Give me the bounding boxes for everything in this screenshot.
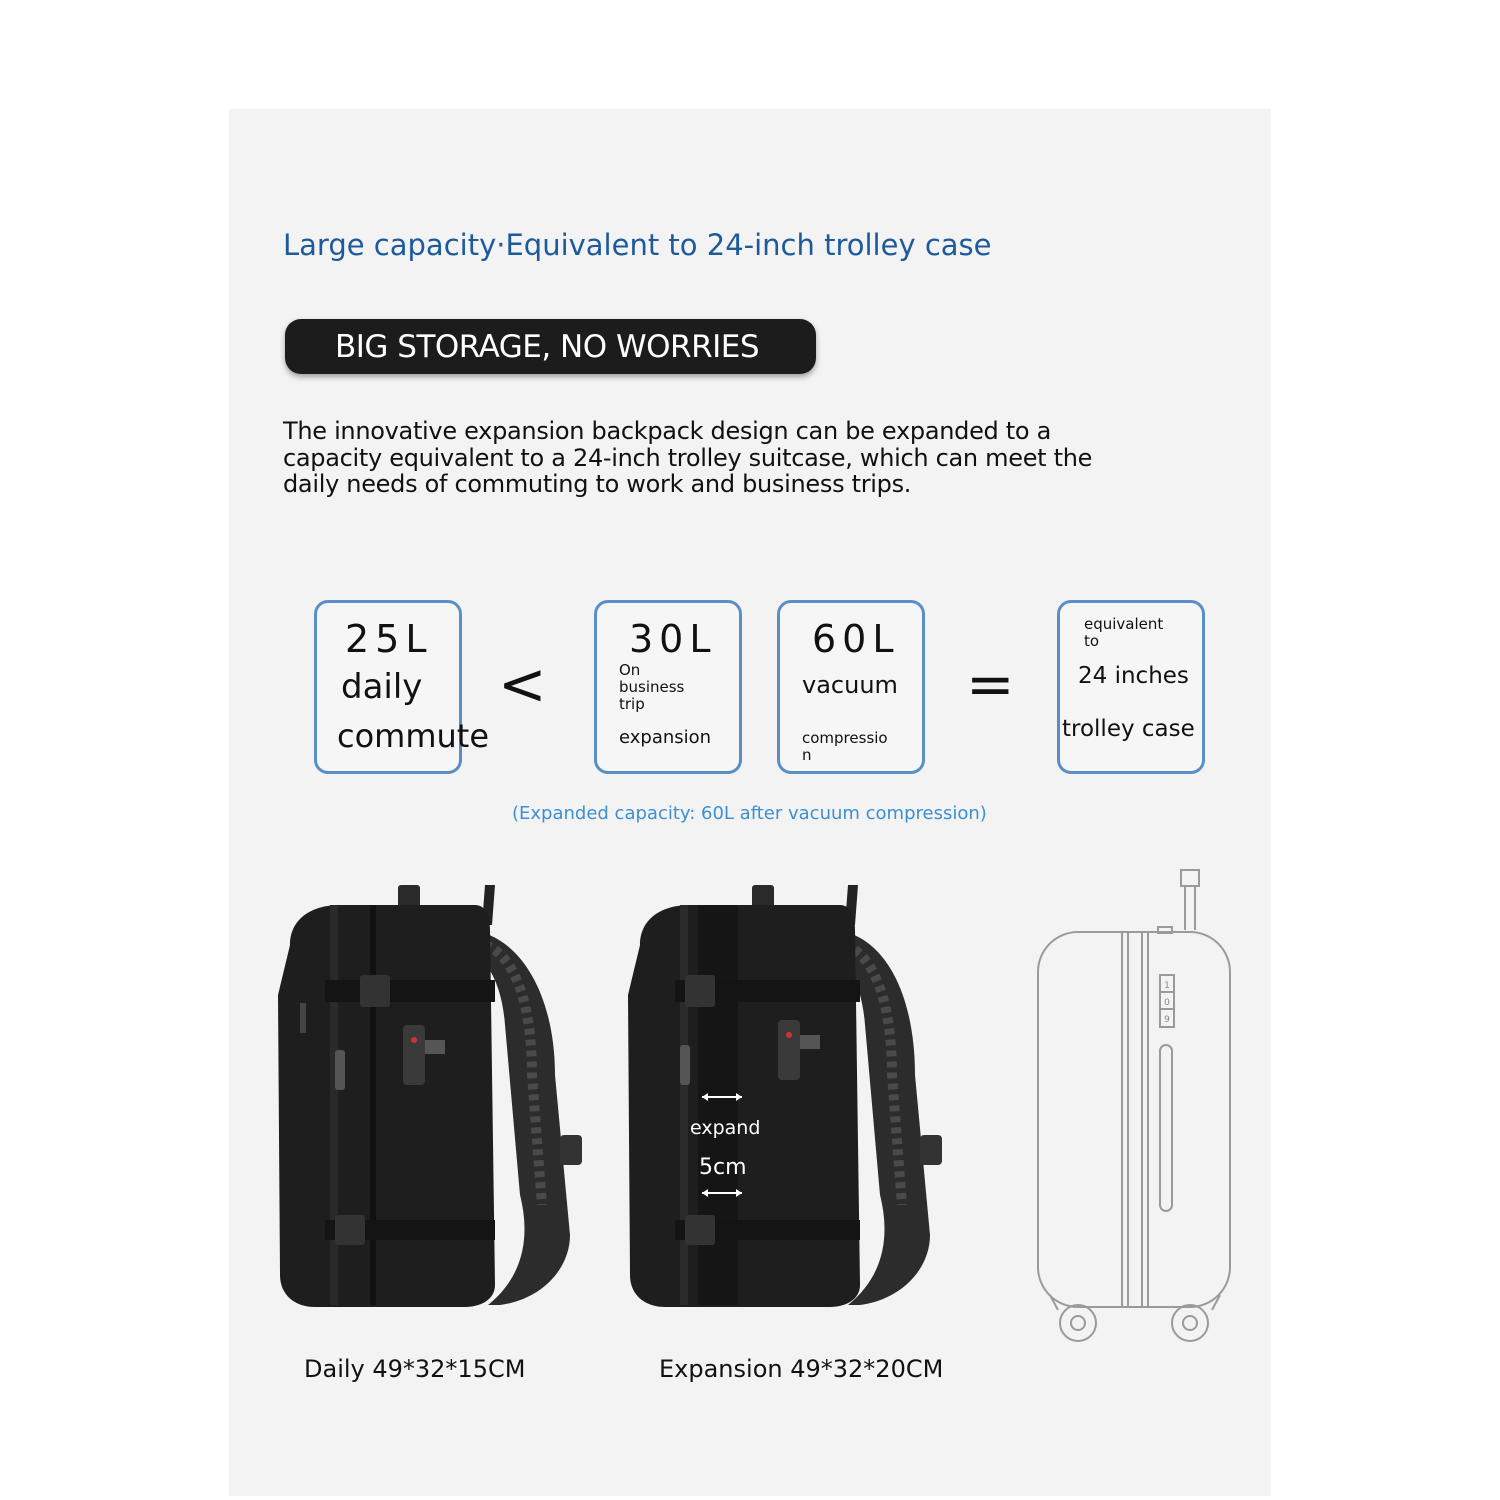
- capacity-vacuum-value: 60L: [812, 617, 900, 661]
- description: The innovative expansion backpack design can be expanded to a capacity equivalent to a 24-inch trolley suitcase, which can meet the daily needs of commuting to work and business trips.: [283, 417, 1093, 498]
- capacity-vacuum-label: vacuum: [802, 671, 898, 699]
- capacity-expansion-small1: On: [619, 661, 641, 679]
- capacity-daily-line2: commute: [337, 717, 490, 755]
- capacity-trolley-line2: trolley case: [1062, 716, 1195, 742]
- capacity-box-expansion: [594, 600, 742, 774]
- capacity-box-trolley: [1057, 600, 1205, 774]
- badge-label: BIG STORAGE, NO WORRIES: [335, 329, 760, 365]
- lock-digit-2: 0: [1164, 998, 1170, 1008]
- capacity-trolley-line1: 24 inches: [1078, 663, 1189, 689]
- capacity-trolley-small2: to: [1084, 632, 1100, 650]
- lock-digit-3: 9: [1164, 1015, 1170, 1025]
- expand-label: expand: [690, 1117, 761, 1139]
- lock-digit-1: 1: [1164, 981, 1170, 991]
- expand-amount: 5cm: [699, 1155, 747, 1180]
- trolley-case-illustration: [1030, 865, 1240, 1350]
- capacity-daily-value: 25L: [345, 617, 433, 661]
- capacity-box-vacuum: [777, 600, 925, 774]
- capacity-vacuum-small1: compressio: [802, 729, 888, 747]
- capacity-daily-line1: daily: [341, 667, 423, 707]
- capacity-note: (Expanded capacity: 60L after vacuum compression): [512, 803, 987, 824]
- capacity-vacuum-small2: n: [802, 746, 812, 764]
- capacity-expansion-value: 30L: [629, 617, 717, 661]
- capacity-trolley-small1: equivalent: [1084, 615, 1164, 633]
- caption-expansion: Expansion 49*32*20CM: [659, 1355, 944, 1383]
- capacity-expansion-small2: business: [619, 678, 685, 696]
- less-than-symbol: <: [498, 650, 547, 718]
- caption-daily: Daily 49*32*15CM: [304, 1355, 526, 1383]
- capacity-expansion-small3: trip: [619, 695, 645, 713]
- equals-symbol: =: [966, 650, 1015, 718]
- capacity-expansion-label: expansion: [619, 727, 712, 748]
- capacity-box-daily: [314, 600, 490, 774]
- badge: [285, 319, 816, 374]
- backpack-expansion-image: [620, 875, 960, 1325]
- backpack-daily-image: [270, 875, 600, 1325]
- headline: Large capacity·Equivalent to 24-inch trolley case: [283, 228, 992, 262]
